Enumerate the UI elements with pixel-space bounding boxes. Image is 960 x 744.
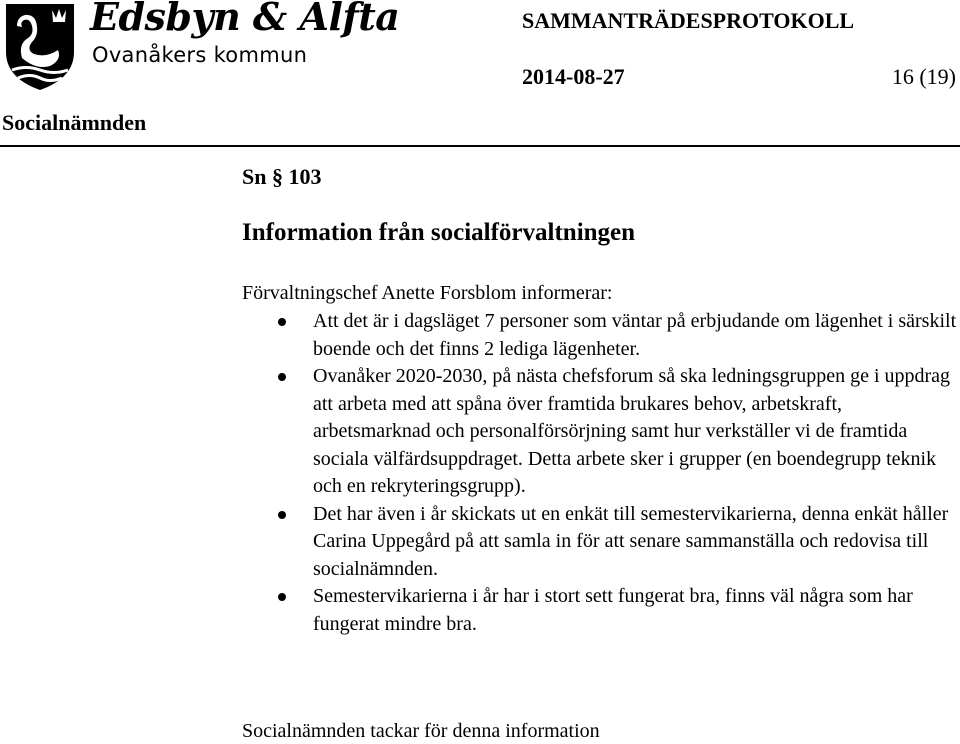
bullet-icon bbox=[278, 373, 286, 381]
list-item bbox=[242, 308, 960, 363]
list-item bbox=[242, 363, 960, 501]
swan-crest-icon bbox=[0, 0, 80, 92]
bullet-icon bbox=[278, 318, 286, 326]
list-item-text: Det har även i år skickats ut en enkät till semestervikarierna, denna enkät håller Carina Uppegård på att samla in för att senare sammanställa och redovisa till socialnämnden. bbox=[313, 502, 949, 580]
bullet-icon bbox=[278, 593, 286, 601]
list-item bbox=[242, 583, 960, 638]
paragraph-number: Sn § 103 bbox=[242, 164, 322, 189]
list-item bbox=[242, 501, 960, 584]
header-divider bbox=[0, 145, 960, 147]
list-item-text: Ovanåker 2020-2030, på nästa chefsforum så ska ledningsgruppen ge i uppdrag att arbeta med att spåna över framtida brukares behov, arbetskraft, arbetsmarknad och personalförsörjning samt hur verkställer vi de framtida sociala välfärdsuppdraget. Detta arbete sker i grupper (en boendegrupp teknik och en rekryteringsgrupp). bbox=[313, 365, 951, 497]
closing-statement: Socialnämnden tackar för denna information bbox=[242, 720, 600, 742]
bullet-list bbox=[242, 308, 960, 638]
intro-text: Förvaltningschef Anette Forsblom informerar: bbox=[242, 282, 613, 304]
document-type: SAMMANTRÄDESPROTOKOLL bbox=[522, 8, 855, 33]
brand-subtitle: Ovanåkers kommun bbox=[92, 43, 308, 67]
section-title: Information från socialförvaltningen bbox=[242, 219, 636, 246]
brand-name: Edsbyn & Alfta bbox=[90, 0, 400, 39]
committee-name: Socialnämnden bbox=[2, 110, 147, 135]
list-item-text: Att det är i dagsläget 7 personer som väntar på erbjudande om lägenhet i särskilt boende och det finns 2 lediga lägenheter. bbox=[313, 310, 957, 360]
document-date: 2014-08-27 bbox=[522, 64, 625, 89]
page-number: 16 (19) bbox=[891, 64, 956, 89]
bullet-icon bbox=[278, 511, 286, 519]
list-item-text: Semestervikarierna i år har i stort sett fungerat bra, finns väl några som har fungerat mindre bra. bbox=[313, 585, 913, 635]
